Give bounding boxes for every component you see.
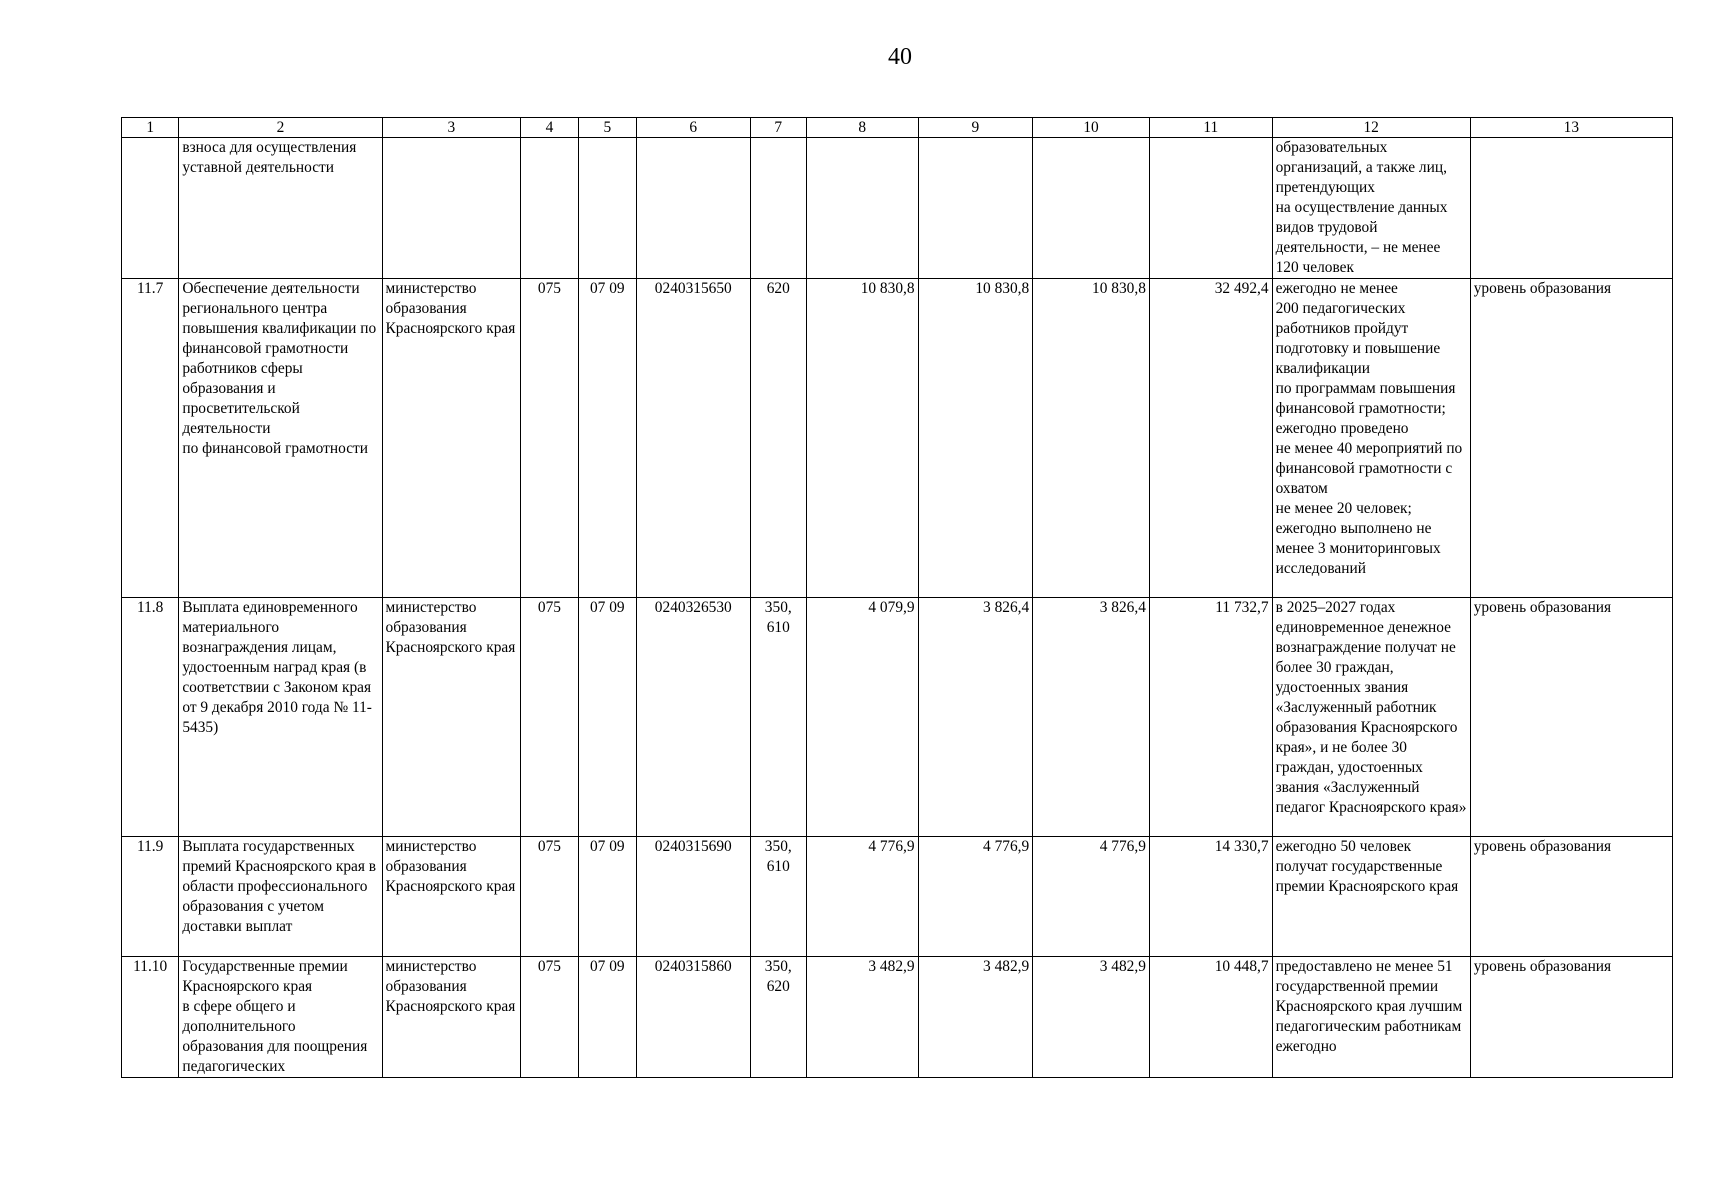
cell-year3: 3 482,9 xyxy=(1033,957,1150,1078)
cell-csr: 0240315690 xyxy=(636,837,750,957)
column-header: 8 xyxy=(806,118,918,138)
cell-vr xyxy=(750,138,806,279)
cell-result: в 2025–2027 годах единовременное денежное вознаграждение получат не более 30 граждан, удостоенных звания «Заслуженный работник образования Красноярского края», и не более 30 граждан, удостоенных звания «Заслуженный педагог Красноярского края» xyxy=(1272,598,1470,837)
cell-total xyxy=(1149,138,1272,279)
column-header: 13 xyxy=(1470,118,1672,138)
cell-rzpr: 07 09 xyxy=(578,957,636,1078)
cell-total: 11 732,7 xyxy=(1149,598,1272,837)
column-number-row xyxy=(122,118,1673,138)
cell-vr: 350, 610 xyxy=(750,837,806,957)
column-header: 12 xyxy=(1272,118,1470,138)
cell-rzpr xyxy=(578,138,636,279)
cell-year2: 10 830,8 xyxy=(918,279,1033,598)
cell-vr: 620 xyxy=(750,279,806,598)
cell-total: 32 492,4 xyxy=(1149,279,1272,598)
column-header: 5 xyxy=(578,118,636,138)
cell-rzpr: 07 09 xyxy=(578,598,636,837)
cell-name: взноса для осуществления уставной деятельности xyxy=(179,138,382,279)
cell-rzpr: 07 09 xyxy=(578,279,636,598)
column-header: 1 xyxy=(122,118,179,138)
cell-year1: 3 482,9 xyxy=(806,957,918,1078)
cell-csr: 0240315860 xyxy=(636,957,750,1078)
cell-year2: 3 482,9 xyxy=(918,957,1033,1078)
table-row-11-7 xyxy=(122,279,1673,598)
cell-result: предоставлено не менее 51 государственной премии Красноярского края лучшим педагогическим работникам ежегодно xyxy=(1272,957,1470,1078)
cell-name: Выплата единовременного материального вознаграждения лицам, удостоенным наград края (в соответствии с Законом края от 9 декабря 2010 года № 11-5435) xyxy=(179,598,382,837)
cell-csr: 0240315650 xyxy=(636,279,750,598)
table-row-11-9 xyxy=(122,837,1673,957)
cell-grbs xyxy=(382,138,521,279)
table-row-11-10 xyxy=(122,957,1673,1078)
cell-gr: 075 xyxy=(521,957,578,1078)
cell-grbs: министерство образования Красноярского края xyxy=(382,279,521,598)
cell-year1: 4 776,9 xyxy=(806,837,918,957)
cell-name: Выплата государственных премий Красноярского края в области профессионального образования с учетом доставки выплат xyxy=(179,837,382,957)
cell-grbs: министерство образования Красноярского края xyxy=(382,957,521,1078)
cell-year3: 3 826,4 xyxy=(1033,598,1150,837)
cell-total: 10 448,7 xyxy=(1149,957,1272,1078)
cell-purpose xyxy=(1470,138,1672,279)
column-header: 7 xyxy=(750,118,806,138)
column-header: 2 xyxy=(179,118,382,138)
column-header: 4 xyxy=(521,118,578,138)
cell-csr: 0240326530 xyxy=(636,598,750,837)
cell-gr: 075 xyxy=(521,837,578,957)
cell-purpose: уровень образования xyxy=(1470,957,1672,1078)
cell-purpose: уровень образования xyxy=(1470,279,1672,598)
table-row-11-8 xyxy=(122,598,1673,837)
cell-gr xyxy=(521,138,578,279)
page-number: 40 xyxy=(888,44,912,70)
cell-name: Обеспечение деятельности регионального центра повышения квалификации по финансовой грамотности работников сферы образования и просветительской деятельности по финансовой грамотности xyxy=(179,279,382,598)
cell-year1: 10 830,8 xyxy=(806,279,918,598)
cell-total: 14 330,7 xyxy=(1149,837,1272,957)
cell-year3 xyxy=(1033,138,1150,279)
cell-csr xyxy=(636,138,750,279)
column-header: 3 xyxy=(382,118,521,138)
cell-year2: 3 826,4 xyxy=(918,598,1033,837)
cell-num: 11.7 xyxy=(122,279,179,598)
cell-year2: 4 776,9 xyxy=(918,837,1033,957)
column-header: 11 xyxy=(1149,118,1272,138)
cell-rzpr: 07 09 xyxy=(578,837,636,957)
cell-num: 11.8 xyxy=(122,598,179,837)
column-header: 10 xyxy=(1033,118,1150,138)
cell-year1: 4 079,9 xyxy=(806,598,918,837)
cell-year2 xyxy=(918,138,1033,279)
cell-grbs: министерство образования Красноярского края xyxy=(382,837,521,957)
cell-year3: 4 776,9 xyxy=(1033,837,1150,957)
cell-num: 11.9 xyxy=(122,837,179,957)
cell-result: образовательных организаций, а также лиц, претендующих на осуществление данных видов трудовой деятельности, – не менее 120 человек xyxy=(1272,138,1470,279)
cell-purpose: уровень образования xyxy=(1470,598,1672,837)
cell-gr: 075 xyxy=(521,279,578,598)
cell-year1 xyxy=(806,138,918,279)
cell-vr: 350, 610 xyxy=(750,598,806,837)
cell-result: ежегодно не менее 200 педагогических работников пройдут подготовку и повышение квалификации по программам повышения финансовой грамотности; ежегодно проведено не менее 40 мероприятий по финансовой грамотности с охватом не менее 20 человек; ежегодно выполнено не менее 3 мониторинговых исследований xyxy=(1272,279,1470,598)
cell-result: ежегодно 50 человек получат государственные премии Красноярского края xyxy=(1272,837,1470,957)
budget-table xyxy=(121,117,1673,1078)
cell-num xyxy=(122,138,179,279)
cell-purpose: уровень образования xyxy=(1470,837,1672,957)
column-header: 9 xyxy=(918,118,1033,138)
cell-year3: 10 830,8 xyxy=(1033,279,1150,598)
column-header: 6 xyxy=(636,118,750,138)
cell-grbs: министерство образования Красноярского края xyxy=(382,598,521,837)
cell-vr: 350, 620 xyxy=(750,957,806,1078)
cell-name: Государственные премии Красноярского края в сфере общего и дополнительного образования для поощрения педагогических xyxy=(179,957,382,1078)
table-row-continuation xyxy=(122,138,1673,279)
cell-gr: 075 xyxy=(521,598,578,837)
cell-num: 11.10 xyxy=(122,957,179,1078)
